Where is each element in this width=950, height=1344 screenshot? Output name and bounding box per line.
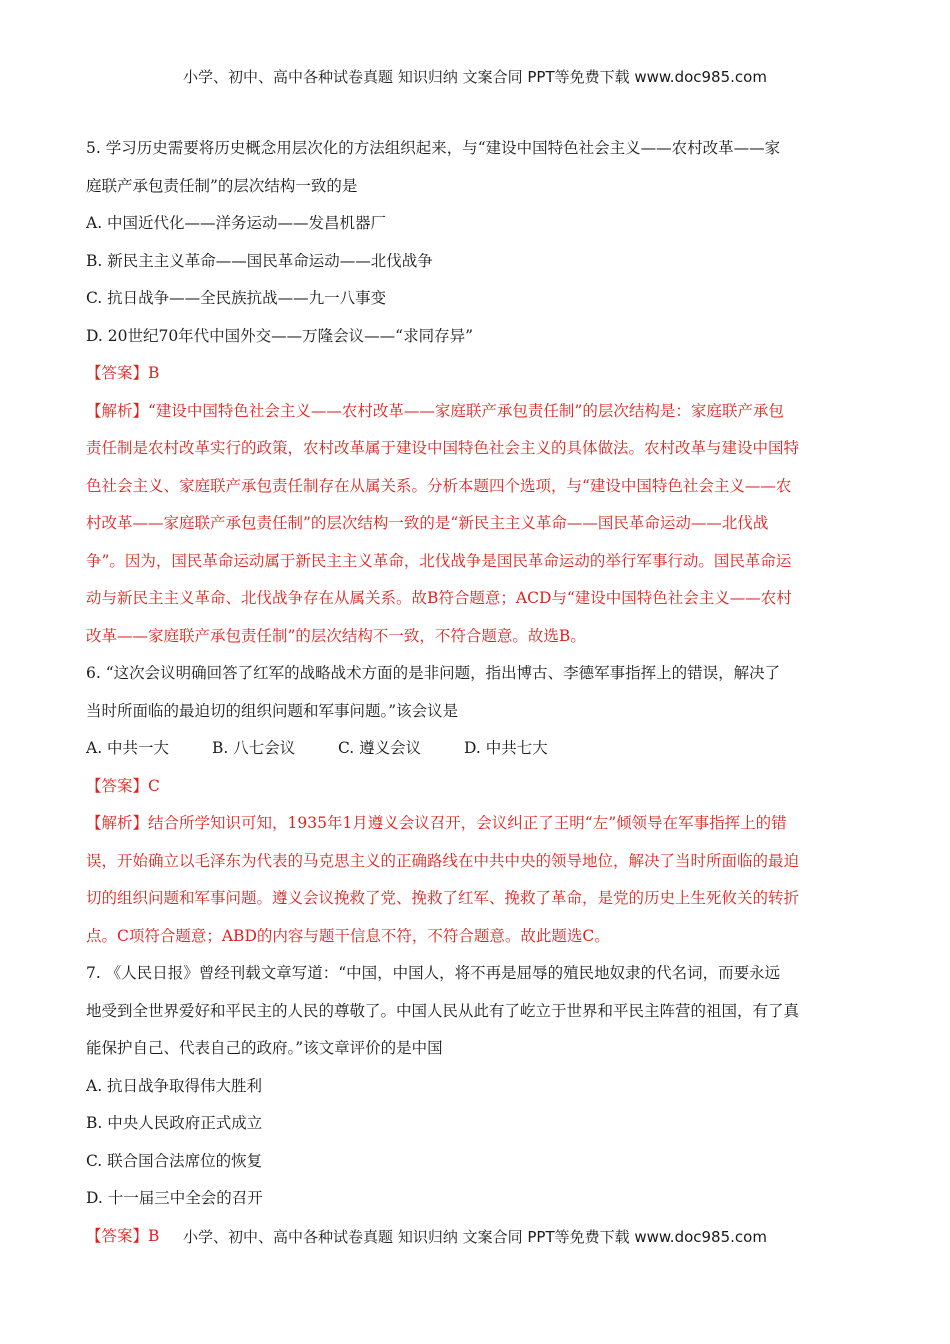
analysis-line: 【解析】“建设中国特色社会主义——农村改革——家庭联产承包责任制”的层次结构是：家庭联产承包 [86,401,784,420]
page-header: 小学、初中、高中各种试卷真题 知识归纳 文案合同 PPT等免费下载 www.doc985.com [183,68,767,86]
option-c: C. 联合国合法席位的恢复 [86,1151,263,1170]
question-stem-line: 5. 学习历史需要将历史概念用层次化的方法组织起来，与“建设中国特色社会主义——农村改革——家 [86,139,781,157]
analysis-line: 点。C项符合题意；ABD的内容与题干信息不符，不符合题意。故此题选C。 [86,926,610,945]
analysis-line: 切的组织问题和军事问题。遵义会议挽救了党、挽救了红军、挽救了革命，是党的历史上生死攸关的转折 [86,889,800,907]
answer-label: 【答案】B [86,364,160,382]
analysis-line: 动与新民主主义革命、北伐战争存在从属关系。故B符合题意；ACD与“建设中国特色社会主义——农村 [86,589,792,607]
options-row [86,730,866,768]
option-d: D. 20世纪70年代中国外交——万隆会议——“求同存异” [86,326,474,345]
option-b: B. 中央人民政府正式成立 [86,1114,263,1132]
analysis-line: 村改革——家庭联产承包责任制”的层次结构一致的是“新民主主义革命——国民革命运动——北伐战 [86,514,769,532]
option-a: A. 抗日战争取得伟大胜利 [86,1076,263,1095]
answer-label: 【答案】B [86,1226,160,1245]
analysis-line: 误，开始确立以毛泽东为代表的马克思主义的正确路线在中共中央的领导地位，解决了当时所面临的最迫 [86,851,800,870]
question-stem-line: 能保护自己、代表自己的政府。”该文章评价的是中国 [86,1039,443,1057]
analysis-line: 改革——家庭联产承包责任制”的层次结构不一致，不符合题意。故选B。 [86,626,586,645]
option-d: D. 中共七大 [464,739,548,757]
document-body [86,130,866,1255]
page-footer: 小学、初中、高中各种试卷真题 知识归纳 文案合同 PPT等免费下载 www.doc985.com [183,1228,767,1246]
question-stem-line: 庭联产承包责任制”的层次结构一致的是 [86,176,358,195]
question-7 [86,955,866,1255]
analysis-line: 责任制是农村改革实行的政策，农村改革属于建设中国特色社会主义的具体做法。农村改革与建设中国特 [86,439,800,457]
option-c: C. 抗日战争——全民族抗战——九一八事变 [86,289,387,307]
answer-label: 【答案】C [86,776,160,795]
question-stem-line: 6. “这次会议明确回答了红军的战略战术方面的是非问题，指出博古、李德军事指挥上的错误，解决了 [86,664,781,682]
question-stem-line: 地受到全世界爱好和平民主的人民的尊敬了。中国人民从此有了屹立于世界和平民主阵营的祖国，有了真 [86,1001,800,1020]
option-b: B. 八七会议 [212,739,296,757]
question-stem-line: 7. 《人民日报》曾经刊载文章写道：“中国，中国人，将不再是屈辱的殖民地奴隶的代名词，而要永远 [86,964,781,982]
option-a: A. 中共一大 [86,739,170,757]
question-6 [86,655,866,955]
question-5 [86,130,866,655]
question-stem-line: 当时所面临的最迫切的组织问题和军事问题。”该会议是 [86,701,459,720]
option-b: B. 新民主主义革命——国民革命运动——北伐战争 [86,251,433,270]
option-c: C. 遵义会议 [338,739,422,757]
analysis-line: 【解析】结合所学知识可知，1935年1月遵义会议召开，会议纠正了王明“左”倾领导在军事指挥上的错 [86,814,787,832]
option-d: D. 十一届三中全会的召开 [86,1189,263,1207]
option-a: A. 中国近代化——洋务运动——发昌机器厂 [86,214,387,232]
analysis-line: 争”。因为，国民革命运动属于新民主主义革命，北伐战争是国民革命运动的举行军事行动。国民革命运 [86,551,792,570]
analysis-line: 色社会主义、家庭联产承包责任制存在从属关系。分析本题四个选项，与“建设中国特色社会主义——农 [86,476,792,495]
